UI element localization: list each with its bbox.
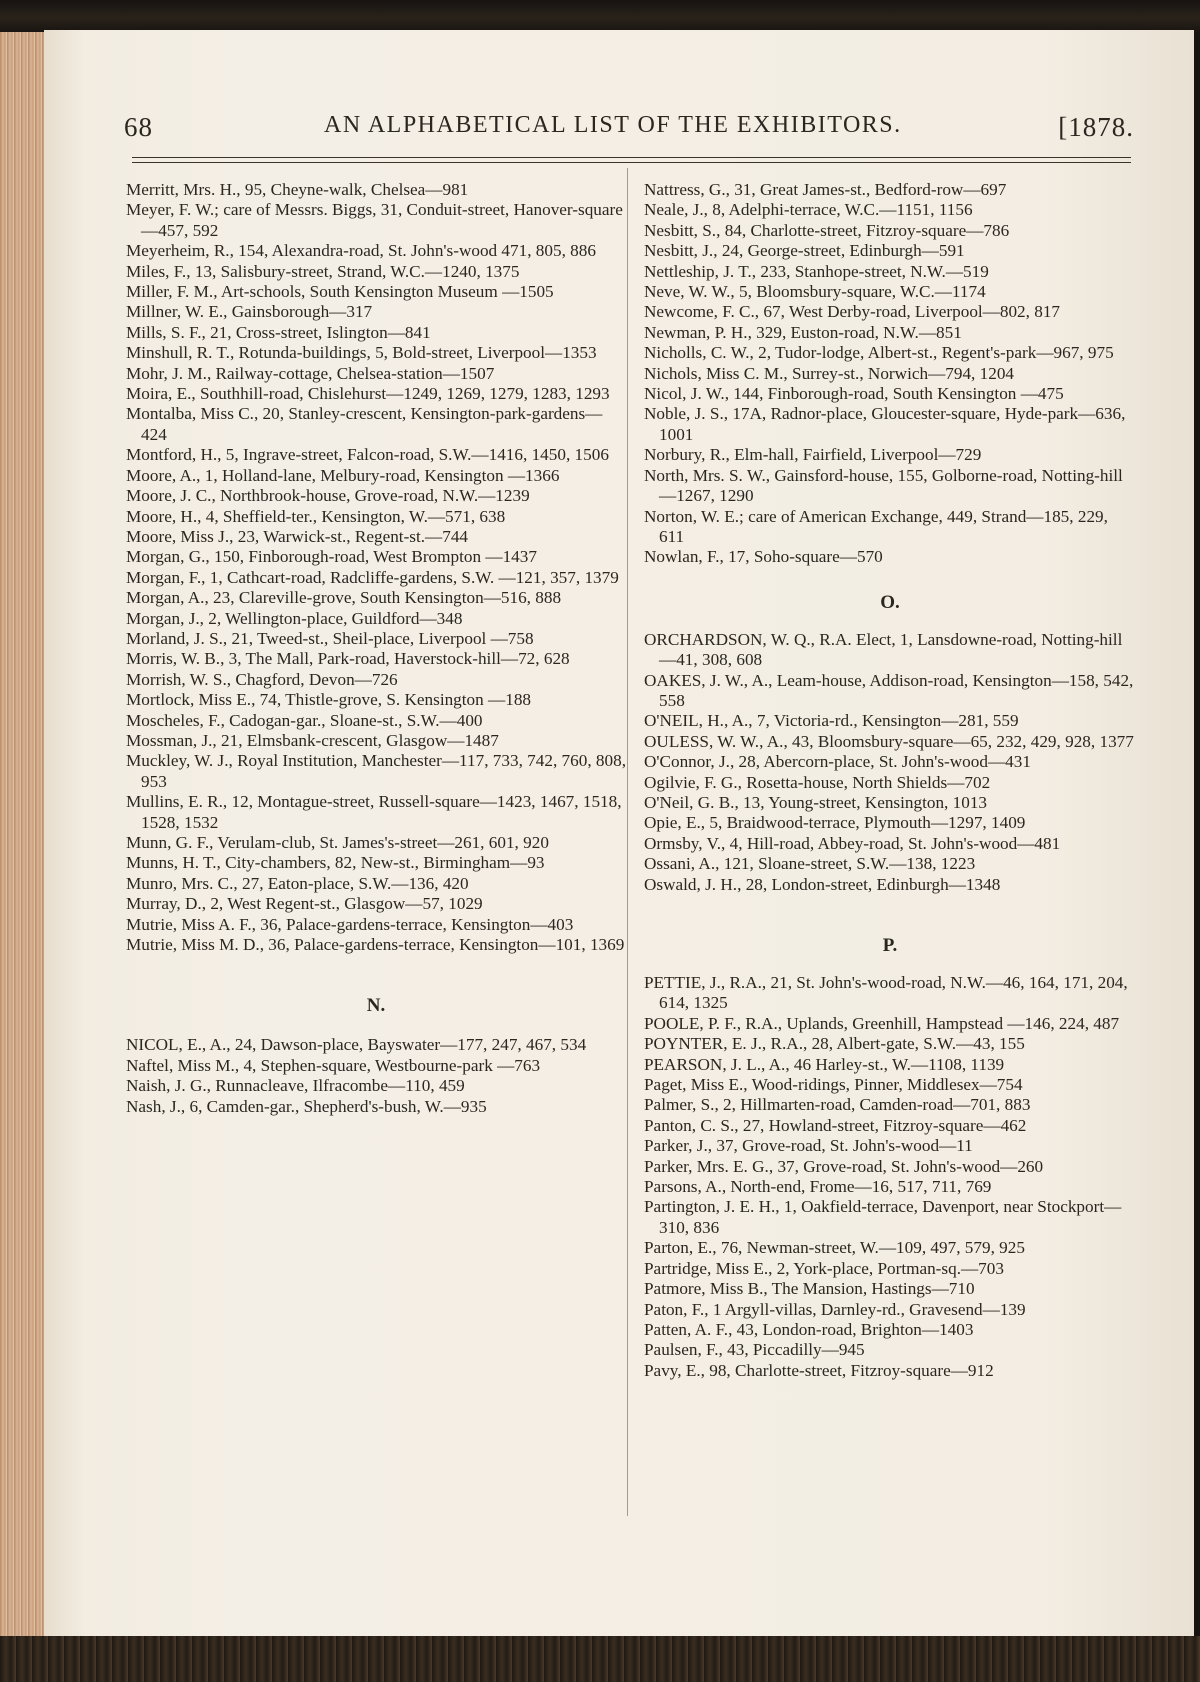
list-item: Nowlan, F., 17, Soho-square—570: [644, 547, 883, 567]
list-o: [644, 630, 1136, 895]
list-item: Muckley, W. J., Royal Institution, Manchester—117, 733, 742, 760, 808, 953: [126, 751, 626, 791]
left-column: [126, 180, 626, 1117]
list-item: Paget, Miss E., Wood-ridings, Pinner, Middlesex—754: [644, 1075, 1023, 1095]
list-item: Morris, W. B., 3, The Mall, Park-road, Haverstock-hill—72, 628: [126, 649, 570, 669]
list-item: PEARSON, J. L., A., 46 Harley-st., W.—1108, 1139: [644, 1054, 1005, 1074]
list-item: Mills, S. F., 21, Cross-street, Islington—841: [126, 322, 431, 342]
list-item: Morgan, J., 2, Wellington-place, Guildford—348: [126, 608, 463, 628]
list-item: Neve, W. W., 5, Bloomsbury-square, W.C.—1174: [644, 282, 986, 302]
list-item: Mutrie, Miss A. F., 36, Palace-gardens-terrace, Kensington—403: [126, 914, 574, 934]
list-item: Paton, F., 1 Argyll-villas, Darnley-rd., Gravesend—139: [644, 1299, 1026, 1319]
list-item: Palmer, S., 2, Hillmarten-road, Camden-road—701, 883: [644, 1095, 1031, 1115]
list-item: Morgan, G., 150, Finborough-road, West Brompton —1437: [126, 547, 537, 567]
header-rule-bottom: [132, 162, 1131, 163]
list-item: Pavy, E., 98, Charlotte-street, Fitzroy-square—912: [644, 1360, 994, 1380]
list-item: Nichols, Miss C. M., Surrey-st., Norwich—794, 1204: [644, 363, 1015, 383]
list-item: Meyer, F. W.; care of Messrs. Biggs, 31, Conduit-street, Hanover-square—457, 592: [126, 200, 623, 240]
list-item: Nicholls, C. W., 2, Tudor-lodge, Albert-st., Regent's-park—967, 975: [644, 343, 1114, 363]
list-item: Moore, A., 1, Holland-lane, Melbury-road, Kensington —1366: [126, 465, 560, 485]
list-item: Patmore, Miss B., The Mansion, Hastings—710: [644, 1279, 975, 1299]
list-item: Miles, F., 13, Salisbury-street, Strand, W.C.—1240, 1375: [126, 261, 520, 281]
list-item: Ossani, A., 121, Sloane-street, S.W.—138, 1223: [644, 854, 976, 874]
list-item: OAKES, J. W., A., Leam-house, Addison-road, Kensington—158, 542, 558: [644, 670, 1134, 710]
list-item: Parsons, A., North-end, Frome—16, 517, 711, 769: [644, 1177, 992, 1197]
page-title: AN ALPHABETICAL LIST OF THE EXHIBITORS.: [324, 112, 902, 138]
list-item: Moscheles, F., Cadogan-gar., Sloane-st., S.W.—400: [126, 710, 483, 730]
list-item: North, Mrs. S. W., Gainsford-house, 155, Golborne-road, Notting-hill—1267, 1290: [644, 465, 1123, 506]
list-item: Norton, W. E.; care of American Exchange, 449, Strand—185, 229, 611: [644, 506, 1108, 546]
list-item: Opie, E., 5, Braidwood-terrace, Plymouth—1297, 1409: [644, 813, 1026, 833]
list-item: Morland, J. S., 21, Tweed-st., Sheil-place, Liverpool —758: [126, 628, 534, 648]
list-item: Montford, H., 5, Ingrave-street, Falcon-road, S.W.—1416, 1450, 1506: [126, 445, 609, 465]
list-item: Millner, W. E., Gainsborough—317: [126, 302, 373, 322]
list-item: Ogilvie, F. G., Rosetta-house, North Shields—702: [644, 772, 991, 792]
list-item: Newman, P. H., 329, Euston-road, N.W.—851: [644, 322, 962, 342]
list-item: Mullins, E. R., 12, Montague-street, Russell-square—1423, 1467, 1518, 1528, 1532: [126, 792, 622, 832]
list-item: Ormsby, V., 4, Hill-road, Abbey-road, St. John's-wood—481: [644, 833, 1061, 853]
page-number: 68: [124, 112, 153, 142]
list-item: Moore, H., 4, Sheffield-ter., Kensington, W.—571, 638: [126, 506, 506, 526]
list-item: Merritt, Mrs. H., 95, Cheyne-walk, Chelsea—981: [126, 180, 469, 199]
list-item: Morrish, W. S., Chagford, Devon—726: [126, 669, 398, 689]
section-heading-p: P.: [882, 935, 898, 956]
list-item: Partington, J. E. H., 1, Oakfield-terrace, Davenport, near Stockport—310, 836: [644, 1197, 1122, 1237]
list-item: Mohr, J. M., Railway-cottage, Chelsea-station—1507: [126, 363, 495, 383]
list-item: Munro, Mrs. C., 27, Eaton-place, S.W.—136, 420: [126, 873, 469, 893]
list-m: [126, 180, 626, 955]
list-item: Mutrie, Miss M. D., 36, Palace-gardens-terrace, Kensington—101, 1369: [126, 935, 625, 955]
list-item: Parker, J., 37, Grove-road, St. John's-wood—11: [644, 1136, 973, 1156]
list-item: Patten, A. F., 43, London-road, Brighton—1403: [644, 1319, 974, 1339]
list-item: Oswald, J. H., 28, London-street, Edinburgh—1348: [644, 874, 1001, 894]
section-heading-o: O.: [880, 591, 900, 613]
list-item: Moira, E., Southhill-road, Chislehurst—1249, 1269, 1279, 1283, 1293: [126, 384, 610, 404]
column-divider: [627, 168, 628, 1516]
list-item: Partridge, Miss E., 2, York-place, Portman-sq.—703: [644, 1258, 1004, 1278]
list-item: Mortlock, Miss E., 74, Thistle-grove, S. Kensington —188: [126, 690, 532, 710]
list-item: Mossman, J., 21, Elmsbank-crescent, Glasgow—1487: [126, 730, 499, 750]
right-column: [644, 180, 1136, 1381]
header-rule-top: [132, 157, 1131, 158]
list-item: O'NEIL, H., A., 7, Victoria-rd., Kensington—281, 559: [644, 711, 1019, 731]
list-item: OULESS, W. W., A., 43, Bloomsbury-square—65, 232, 429, 928, 1377: [644, 731, 1134, 751]
list-item: Nicol, J. W., 144, Finborough-road, South Kensington —475: [644, 384, 1064, 404]
list-item: Munn, G. F., Verulam-club, St. James's-street—261, 601, 920: [126, 833, 549, 852]
list-item: Miller, F. M., Art-schools, South Kensington Museum —1505: [126, 282, 554, 302]
list-p: [644, 973, 1136, 1381]
list-item: Munns, H. T., City-chambers, 82, New-st., Birmingham—93: [126, 853, 545, 873]
list-item: Meyerheim, R., 154, Alexandra-road, St. John's-wood 471, 805, 886: [126, 241, 596, 261]
list-item: PETTIE, J., R.A., 21, St. John's-wood-road, N.W.—46, 164, 171, 204, 614, 1325: [644, 973, 1128, 1013]
list-n: [126, 1035, 626, 1117]
list-item: O'Connor, J., 28, Abercorn-place, St. John's-wood—431: [644, 752, 1031, 772]
page-year: [1878.: [1058, 112, 1134, 142]
list-item: Parton, E., 76, Newman-street, W.—109, 497, 579, 925: [644, 1238, 1025, 1258]
list-item: Panton, C. S., 27, Howland-street, Fitzroy-square—462: [644, 1115, 1027, 1135]
page-edge: [0, 32, 49, 1638]
list-item: Morgan, A., 23, Clareville-grove, South Kensington—516, 888: [126, 588, 562, 608]
list-item: Minshull, R. T., Rotunda-buildings, 5, Bold-street, Liverpool—1353: [126, 343, 597, 363]
list-item: Norbury, R., Elm-hall, Fairfield, Liverpool—729: [644, 445, 982, 465]
list-item: Paulsen, F., 43, Piccadilly—945: [644, 1340, 865, 1360]
list-item: Naftel, Miss M., 4, Stephen-square, Westbourne-park —763: [126, 1055, 541, 1075]
list-item: Naish, J. G., Runnacleave, Ilfracombe—110, 459: [126, 1076, 465, 1096]
list-item: Nattress, G., 31, Great James-st., Bedford-row—697: [644, 180, 1007, 199]
list-item: Nesbitt, S., 84, Charlotte-street, Fitzroy-square—786: [644, 220, 1010, 240]
list-item: Montalba, Miss C., 20, Stanley-crescent, Kensington-park-gardens—424: [126, 404, 603, 444]
list-item: Moore, Miss J., 23, Warwick-st., Regent-st.—744: [126, 526, 469, 546]
list-item: Morgan, F., 1, Cathcart-road, Radcliffe-gardens, S.W. —121, 357, 1379: [126, 567, 619, 587]
list-item: NICOL, E., A., 24, Dawson-place, Bayswater—177, 247, 467, 534: [126, 1035, 587, 1055]
list-item: Neale, J., 8, Adelphi-terrace, W.C.—1151, 1156: [644, 200, 973, 220]
list-item: Parker, Mrs. E. G., 37, Grove-road, St. John's-wood—260: [644, 1156, 1044, 1176]
list-item: ORCHARDSON, W. Q., R.A. Elect, 1, Lansdowne-road, Notting-hill—41, 308, 608: [644, 629, 1123, 670]
list-item: Newcome, F. C., 67, West Derby-road, Liverpool—802, 817: [644, 302, 1061, 322]
list-item: POYNTER, E. J., R.A., 28, Albert-gate, S.W.—43, 155: [644, 1034, 1025, 1054]
list-item: O'Neil, G. B., 13, Young-street, Kensington, 1013: [644, 792, 988, 812]
list-item: POOLE, P. F., R.A., Uplands, Greenhill, Hampstead —146, 224, 487: [644, 1013, 1120, 1033]
list-n-continued: [644, 180, 1136, 568]
list-item: Murray, D., 2, West Regent-st., Glasgow—57, 1029: [126, 894, 483, 914]
book-bottom-edge: [0, 1636, 1200, 1682]
list-item: Nesbitt, J., 24, George-street, Edinburgh—591: [644, 241, 965, 261]
list-item: Noble, J. S., 17A, Radnor-place, Gloucester-square, Hyde-park—636, 1001: [644, 404, 1126, 444]
list-item: Nash, J., 6, Camden-gar., Shepherd's-bush, W.—935: [126, 1096, 487, 1116]
page-header: [124, 112, 1134, 152]
list-item: Nettleship, J. T., 233, Stanhope-street, N.W.—519: [644, 261, 989, 281]
section-heading-n: N.: [366, 995, 386, 1017]
list-item: Moore, J. C., Northbrook-house, Grove-road, N.W.—1239: [126, 486, 530, 506]
